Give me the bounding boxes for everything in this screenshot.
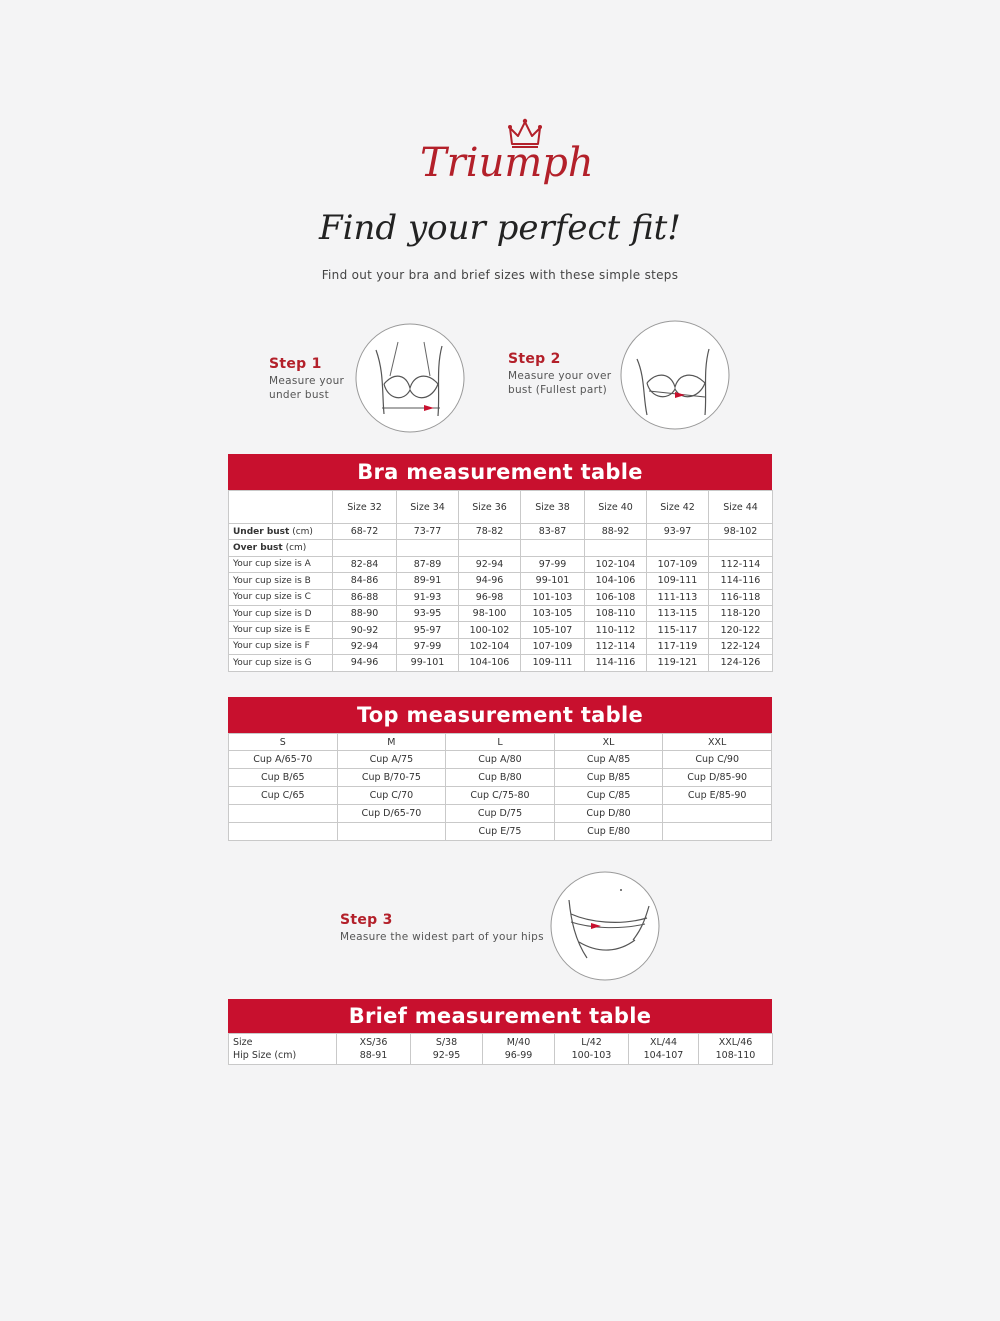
row-label xyxy=(229,655,333,671)
table-cell: Cup B/65 xyxy=(229,769,338,787)
table-row xyxy=(229,638,773,654)
table-cell: Cup B/70-75 xyxy=(337,769,446,787)
table-cell: Cup C/65 xyxy=(229,787,338,805)
table-cell: Cup A/80 xyxy=(446,751,555,769)
table-cell: 122-124 xyxy=(709,638,773,654)
table-cell: 114-116 xyxy=(585,655,647,671)
table-cell: 104-106 xyxy=(459,655,521,671)
table-cell: 83-87 xyxy=(521,524,585,540)
table-cell: 116-118 xyxy=(709,589,773,605)
table-cell: 98-100 xyxy=(459,605,521,621)
brief-size-cell xyxy=(411,1034,483,1065)
table-cell: Cup C/70 xyxy=(337,787,446,805)
table-cell: 117-119 xyxy=(647,638,709,654)
table-cell xyxy=(397,540,459,556)
step-description: Measure the widest part of your hips xyxy=(340,931,544,943)
brief-size-cell xyxy=(629,1034,699,1065)
brief-size-cell xyxy=(699,1034,773,1065)
bra-header-cell: Size 44 xyxy=(709,491,773,524)
page-subtitle: Find out your bra and brief sizes with these simple steps xyxy=(321,268,679,282)
row-label-text: Your cup size is B xyxy=(233,575,311,586)
table-cell: Cup E/85-90 xyxy=(663,787,772,805)
size-label: Size xyxy=(233,1037,253,1048)
top-header-cell: L xyxy=(446,734,555,751)
bra-measurement-table xyxy=(228,490,773,672)
table-cell: Cup A/75 xyxy=(337,751,446,769)
bra-header-cell: Size 34 xyxy=(397,491,459,524)
table-cell: Cup B/85 xyxy=(554,769,663,787)
table-cell: Cup C/90 xyxy=(663,751,772,769)
table-cell: Cup D/65-70 xyxy=(337,805,446,823)
table-cell xyxy=(337,823,446,841)
row-label xyxy=(229,605,333,621)
table-cell: 88-92 xyxy=(585,524,647,540)
table-cell: Cup C/85 xyxy=(554,787,663,805)
table-cell: 68-72 xyxy=(333,524,397,540)
table-row xyxy=(229,655,773,671)
step-title: Step 3 xyxy=(340,912,393,928)
table-cell: 87-89 xyxy=(397,556,459,572)
table-cell: Cup D/75 xyxy=(446,805,555,823)
row-label xyxy=(229,524,333,540)
brief-size-cell xyxy=(337,1034,411,1065)
table-cell: 102-104 xyxy=(459,638,521,654)
table-cell: 95-97 xyxy=(397,622,459,638)
row-label-bold: Under bust xyxy=(233,526,290,537)
row-label xyxy=(229,540,333,556)
bra-table-title: Bra measurement table xyxy=(228,454,772,490)
table-cell: 84-86 xyxy=(333,573,397,589)
table-cell xyxy=(459,540,521,556)
brief-measurement-table xyxy=(228,1033,773,1065)
table-cell: 88-90 xyxy=(333,605,397,621)
table-cell: 120-122 xyxy=(709,622,773,638)
table-cell: 107-109 xyxy=(647,556,709,572)
table-row xyxy=(229,540,773,556)
brief-size: XS/36 xyxy=(359,1037,388,1048)
table-cell xyxy=(663,805,772,823)
brief-hip: 100-103 xyxy=(571,1050,612,1061)
table-cell: 92-94 xyxy=(459,556,521,572)
table-cell: 97-99 xyxy=(397,638,459,654)
table-row xyxy=(229,787,772,805)
brief-size: XXL/46 xyxy=(718,1037,753,1048)
table-cell: 92-94 xyxy=(333,638,397,654)
table-cell: Cup A/65-70 xyxy=(229,751,338,769)
table-cell: 103-105 xyxy=(521,605,585,621)
table-cell: 93-95 xyxy=(397,605,459,621)
table-cell: 124-126 xyxy=(709,655,773,671)
row-label xyxy=(229,573,333,589)
table-row xyxy=(229,524,773,540)
table-cell: Cup B/80 xyxy=(446,769,555,787)
table-cell: 119-121 xyxy=(647,655,709,671)
table-row xyxy=(229,769,772,787)
brief-hip: 92-95 xyxy=(432,1050,461,1061)
table-cell: 115-117 xyxy=(647,622,709,638)
table-cell: 91-93 xyxy=(397,589,459,605)
table-cell xyxy=(229,805,338,823)
table-cell: 78-82 xyxy=(459,524,521,540)
table-cell: Cup D/85-90 xyxy=(663,769,772,787)
bra-header-cell: Size 40 xyxy=(585,491,647,524)
step-2 xyxy=(508,351,611,397)
brief-row-label xyxy=(229,1034,337,1065)
table-row xyxy=(229,605,773,621)
top-table-title: Top measurement table xyxy=(228,697,772,733)
hip-illustration xyxy=(549,870,661,982)
brief-size: S/38 xyxy=(435,1037,458,1048)
table-cell: 113-115 xyxy=(647,605,709,621)
table-row xyxy=(229,823,772,841)
table-cell: 114-116 xyxy=(709,573,773,589)
row-label xyxy=(229,589,333,605)
table-cell: 96-98 xyxy=(459,589,521,605)
table-cell: 73-77 xyxy=(397,524,459,540)
brief-hip: 104-107 xyxy=(643,1050,684,1061)
top-measurement-table xyxy=(228,733,772,841)
table-cell: 94-96 xyxy=(333,655,397,671)
top-header-cell: XXL xyxy=(663,734,772,751)
table-cell: 107-109 xyxy=(521,638,585,654)
table-row xyxy=(229,805,772,823)
table-row xyxy=(229,589,773,605)
table-cell: 109-111 xyxy=(647,573,709,589)
table-cell: 109-111 xyxy=(521,655,585,671)
table-cell xyxy=(663,823,772,841)
table-row xyxy=(229,751,772,769)
page-title: Find your perfect fit! xyxy=(319,208,681,248)
table-cell: 105-107 xyxy=(521,622,585,638)
step-title: Step 1 xyxy=(269,356,322,372)
table-cell: 112-114 xyxy=(585,638,647,654)
table-cell: 90-92 xyxy=(333,622,397,638)
table-cell xyxy=(585,540,647,556)
table-row xyxy=(229,573,773,589)
step-1 xyxy=(269,356,344,402)
step-description: Measure your under bust xyxy=(269,375,345,401)
table-cell: 101-103 xyxy=(521,589,585,605)
table-cell xyxy=(709,540,773,556)
table-cell: 94-96 xyxy=(459,573,521,589)
table-cell: 108-110 xyxy=(585,605,647,621)
table-cell xyxy=(521,540,585,556)
brief-hip: 88-91 xyxy=(359,1050,388,1061)
table-cell xyxy=(647,540,709,556)
table-cell: 99-101 xyxy=(397,655,459,671)
row-label-text: Your cup size is E xyxy=(233,625,311,636)
table-cell: 112-114 xyxy=(709,556,773,572)
table-cell: 89-91 xyxy=(397,573,459,589)
table-cell: 93-97 xyxy=(647,524,709,540)
table-cell: Cup A/85 xyxy=(554,751,663,769)
over-bust-illustration xyxy=(619,319,731,431)
bra-header-cell: Size 38 xyxy=(521,491,585,524)
row-label xyxy=(229,638,333,654)
row-label xyxy=(229,622,333,638)
table-cell: 100-102 xyxy=(459,622,521,638)
under-bust-illustration xyxy=(354,322,466,434)
row-label-text: Your cup size is A xyxy=(233,559,311,570)
hip-size-label: Hip Size (cm) xyxy=(233,1050,297,1061)
table-cell: Cup C/75-80 xyxy=(446,787,555,805)
row-label-bold: Over bust xyxy=(233,543,283,554)
table-cell: Cup E/80 xyxy=(554,823,663,841)
step-description: Measure your over bust (Fullest part) xyxy=(508,370,612,396)
bra-header-blank xyxy=(229,491,333,524)
brand-logo xyxy=(420,118,594,200)
bra-header-cell: Size 32 xyxy=(333,491,397,524)
top-header-cell: S xyxy=(229,734,338,751)
brief-size: M/40 xyxy=(506,1037,531,1048)
row-label-text: Your cup size is C xyxy=(233,592,311,603)
step-3 xyxy=(340,912,544,944)
table-cell: 111-113 xyxy=(647,589,709,605)
step-title: Step 2 xyxy=(508,351,561,367)
row-label-text: Your cup size is G xyxy=(233,657,312,668)
brief-size-cell xyxy=(555,1034,629,1065)
row-label-text: Your cup size is F xyxy=(233,641,310,652)
table-cell: 86-88 xyxy=(333,589,397,605)
top-header-cell: XL xyxy=(554,734,663,751)
table-cell: 110-112 xyxy=(585,622,647,638)
table-cell: Cup D/80 xyxy=(554,805,663,823)
table-cell: 82-84 xyxy=(333,556,397,572)
brief-hip: 108-110 xyxy=(715,1050,756,1061)
table-cell: Cup E/75 xyxy=(446,823,555,841)
table-cell: 99-101 xyxy=(521,573,585,589)
table-cell: 106-108 xyxy=(585,589,647,605)
logo-text: Triumph xyxy=(420,140,594,186)
brief-hip: 96-99 xyxy=(504,1050,533,1061)
table-cell: 97-99 xyxy=(521,556,585,572)
bra-header-cell: Size 36 xyxy=(459,491,521,524)
brief-size: XL/44 xyxy=(649,1037,678,1048)
brief-size-cell xyxy=(483,1034,555,1065)
row-label-text: (cm) xyxy=(282,543,307,554)
table-cell: 104-106 xyxy=(585,573,647,589)
top-header-cell: M xyxy=(337,734,446,751)
table-cell: 102-104 xyxy=(585,556,647,572)
row-label-text: (cm) xyxy=(289,526,313,537)
table-cell xyxy=(229,823,338,841)
row-label xyxy=(229,556,333,572)
table-cell: 98-102 xyxy=(709,524,773,540)
table-cell xyxy=(333,540,397,556)
table-row xyxy=(229,556,773,572)
table-cell: 118-120 xyxy=(709,605,773,621)
bra-header-cell: Size 42 xyxy=(647,491,709,524)
table-row xyxy=(229,622,773,638)
row-label-text: Your cup size is D xyxy=(233,608,312,619)
brief-table-title: Brief measurement table xyxy=(228,999,772,1033)
brief-size: L/42 xyxy=(581,1037,602,1048)
